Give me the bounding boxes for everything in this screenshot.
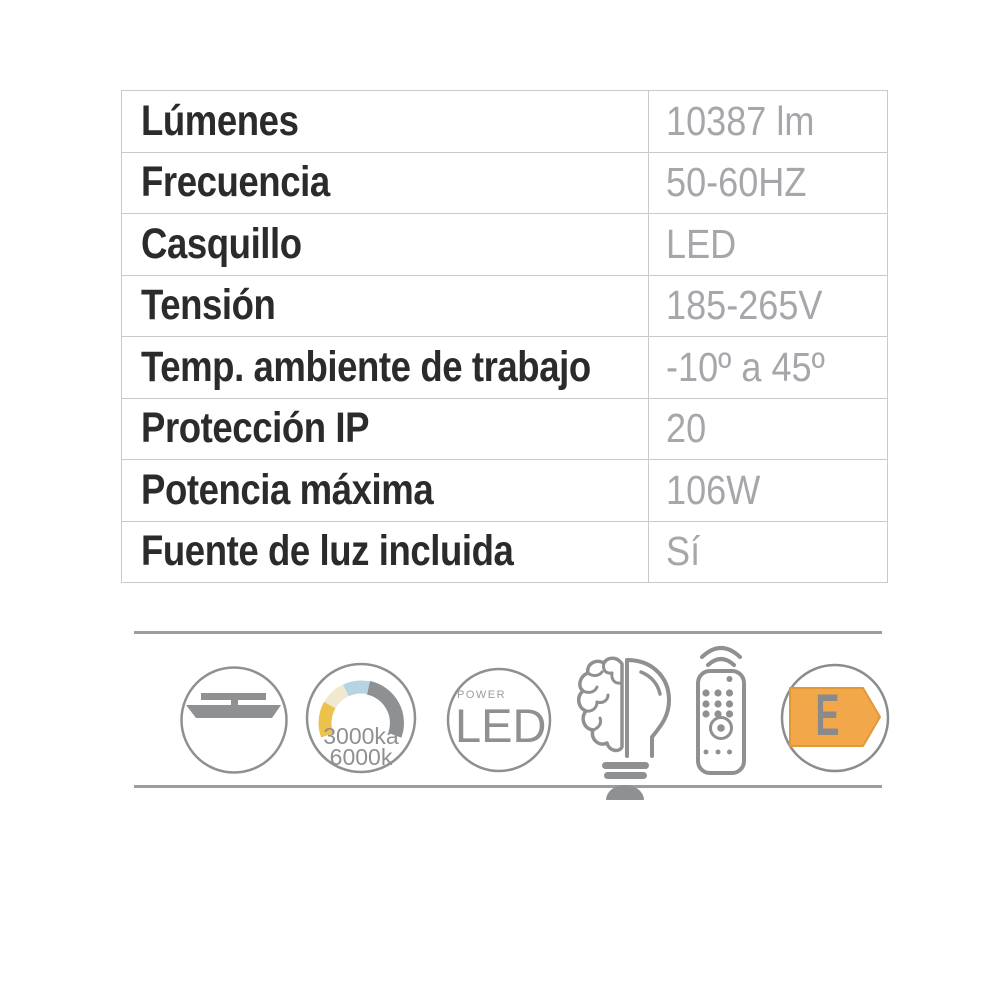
color-temp-line2: 6000k xyxy=(329,744,393,770)
spec-label-cell xyxy=(122,460,649,521)
spec-value: Sí xyxy=(666,528,701,575)
spec-value-cell xyxy=(649,460,887,521)
remote-control-icon xyxy=(668,640,772,790)
spec-label-cell xyxy=(122,91,649,152)
icon-band-top-rule xyxy=(134,631,882,634)
color-temp-line1: 3000ka xyxy=(323,723,399,749)
ceiling-lamp-icon xyxy=(174,660,294,780)
spec-value-cell xyxy=(649,522,887,583)
spec-label-cell xyxy=(122,522,649,583)
spec-label: Tensión xyxy=(141,281,276,330)
table-row xyxy=(122,336,887,398)
spec-label: Protección IP xyxy=(141,404,370,453)
energy-class-letter: E xyxy=(815,683,840,749)
table-row xyxy=(122,213,887,275)
spec-value: -10º a 45º xyxy=(666,343,825,390)
spec-value-cell xyxy=(649,91,887,152)
table-row xyxy=(122,398,887,460)
spec-value: 185-265V xyxy=(666,282,823,329)
spec-value-cell xyxy=(649,153,887,214)
spec-table xyxy=(121,90,888,583)
spec-value-cell xyxy=(649,276,887,337)
spec-label: Temp. ambiente de trabajo xyxy=(141,342,591,391)
power-led-small-label: POWER xyxy=(457,689,507,701)
spec-label-cell xyxy=(122,399,649,460)
table-row xyxy=(122,459,887,521)
table-row xyxy=(122,91,887,152)
table-row xyxy=(122,152,887,214)
spec-value: 106W xyxy=(666,466,761,513)
color-temperature-icon xyxy=(303,659,419,777)
spec-value-cell xyxy=(649,337,887,398)
spec-label: Fuente de luz incluida xyxy=(141,527,514,576)
spec-label-cell xyxy=(122,214,649,275)
spec-label: Potencia máxima xyxy=(141,465,434,514)
spec-label-cell xyxy=(122,276,649,337)
brain-bulb-icon xyxy=(575,650,675,802)
power-led-icon xyxy=(444,665,554,775)
spec-value: LED xyxy=(666,220,737,267)
spec-label: Frecuencia xyxy=(141,158,330,207)
spec-value: 10387 lm xyxy=(666,97,815,144)
spec-value-cell xyxy=(649,214,887,275)
spec-label-cell xyxy=(122,153,649,214)
spec-value: 50-60HZ xyxy=(666,159,807,206)
table-row xyxy=(122,521,887,583)
energy-class-icon xyxy=(778,660,898,780)
power-led-big-label: LED xyxy=(455,699,547,752)
spec-value-cell xyxy=(649,399,887,460)
spec-label: Casquillo xyxy=(141,219,302,268)
spec-label-cell xyxy=(122,337,649,398)
spec-value: 20 xyxy=(666,405,707,452)
table-row xyxy=(122,275,887,337)
spec-label: Lúmenes xyxy=(141,96,299,145)
